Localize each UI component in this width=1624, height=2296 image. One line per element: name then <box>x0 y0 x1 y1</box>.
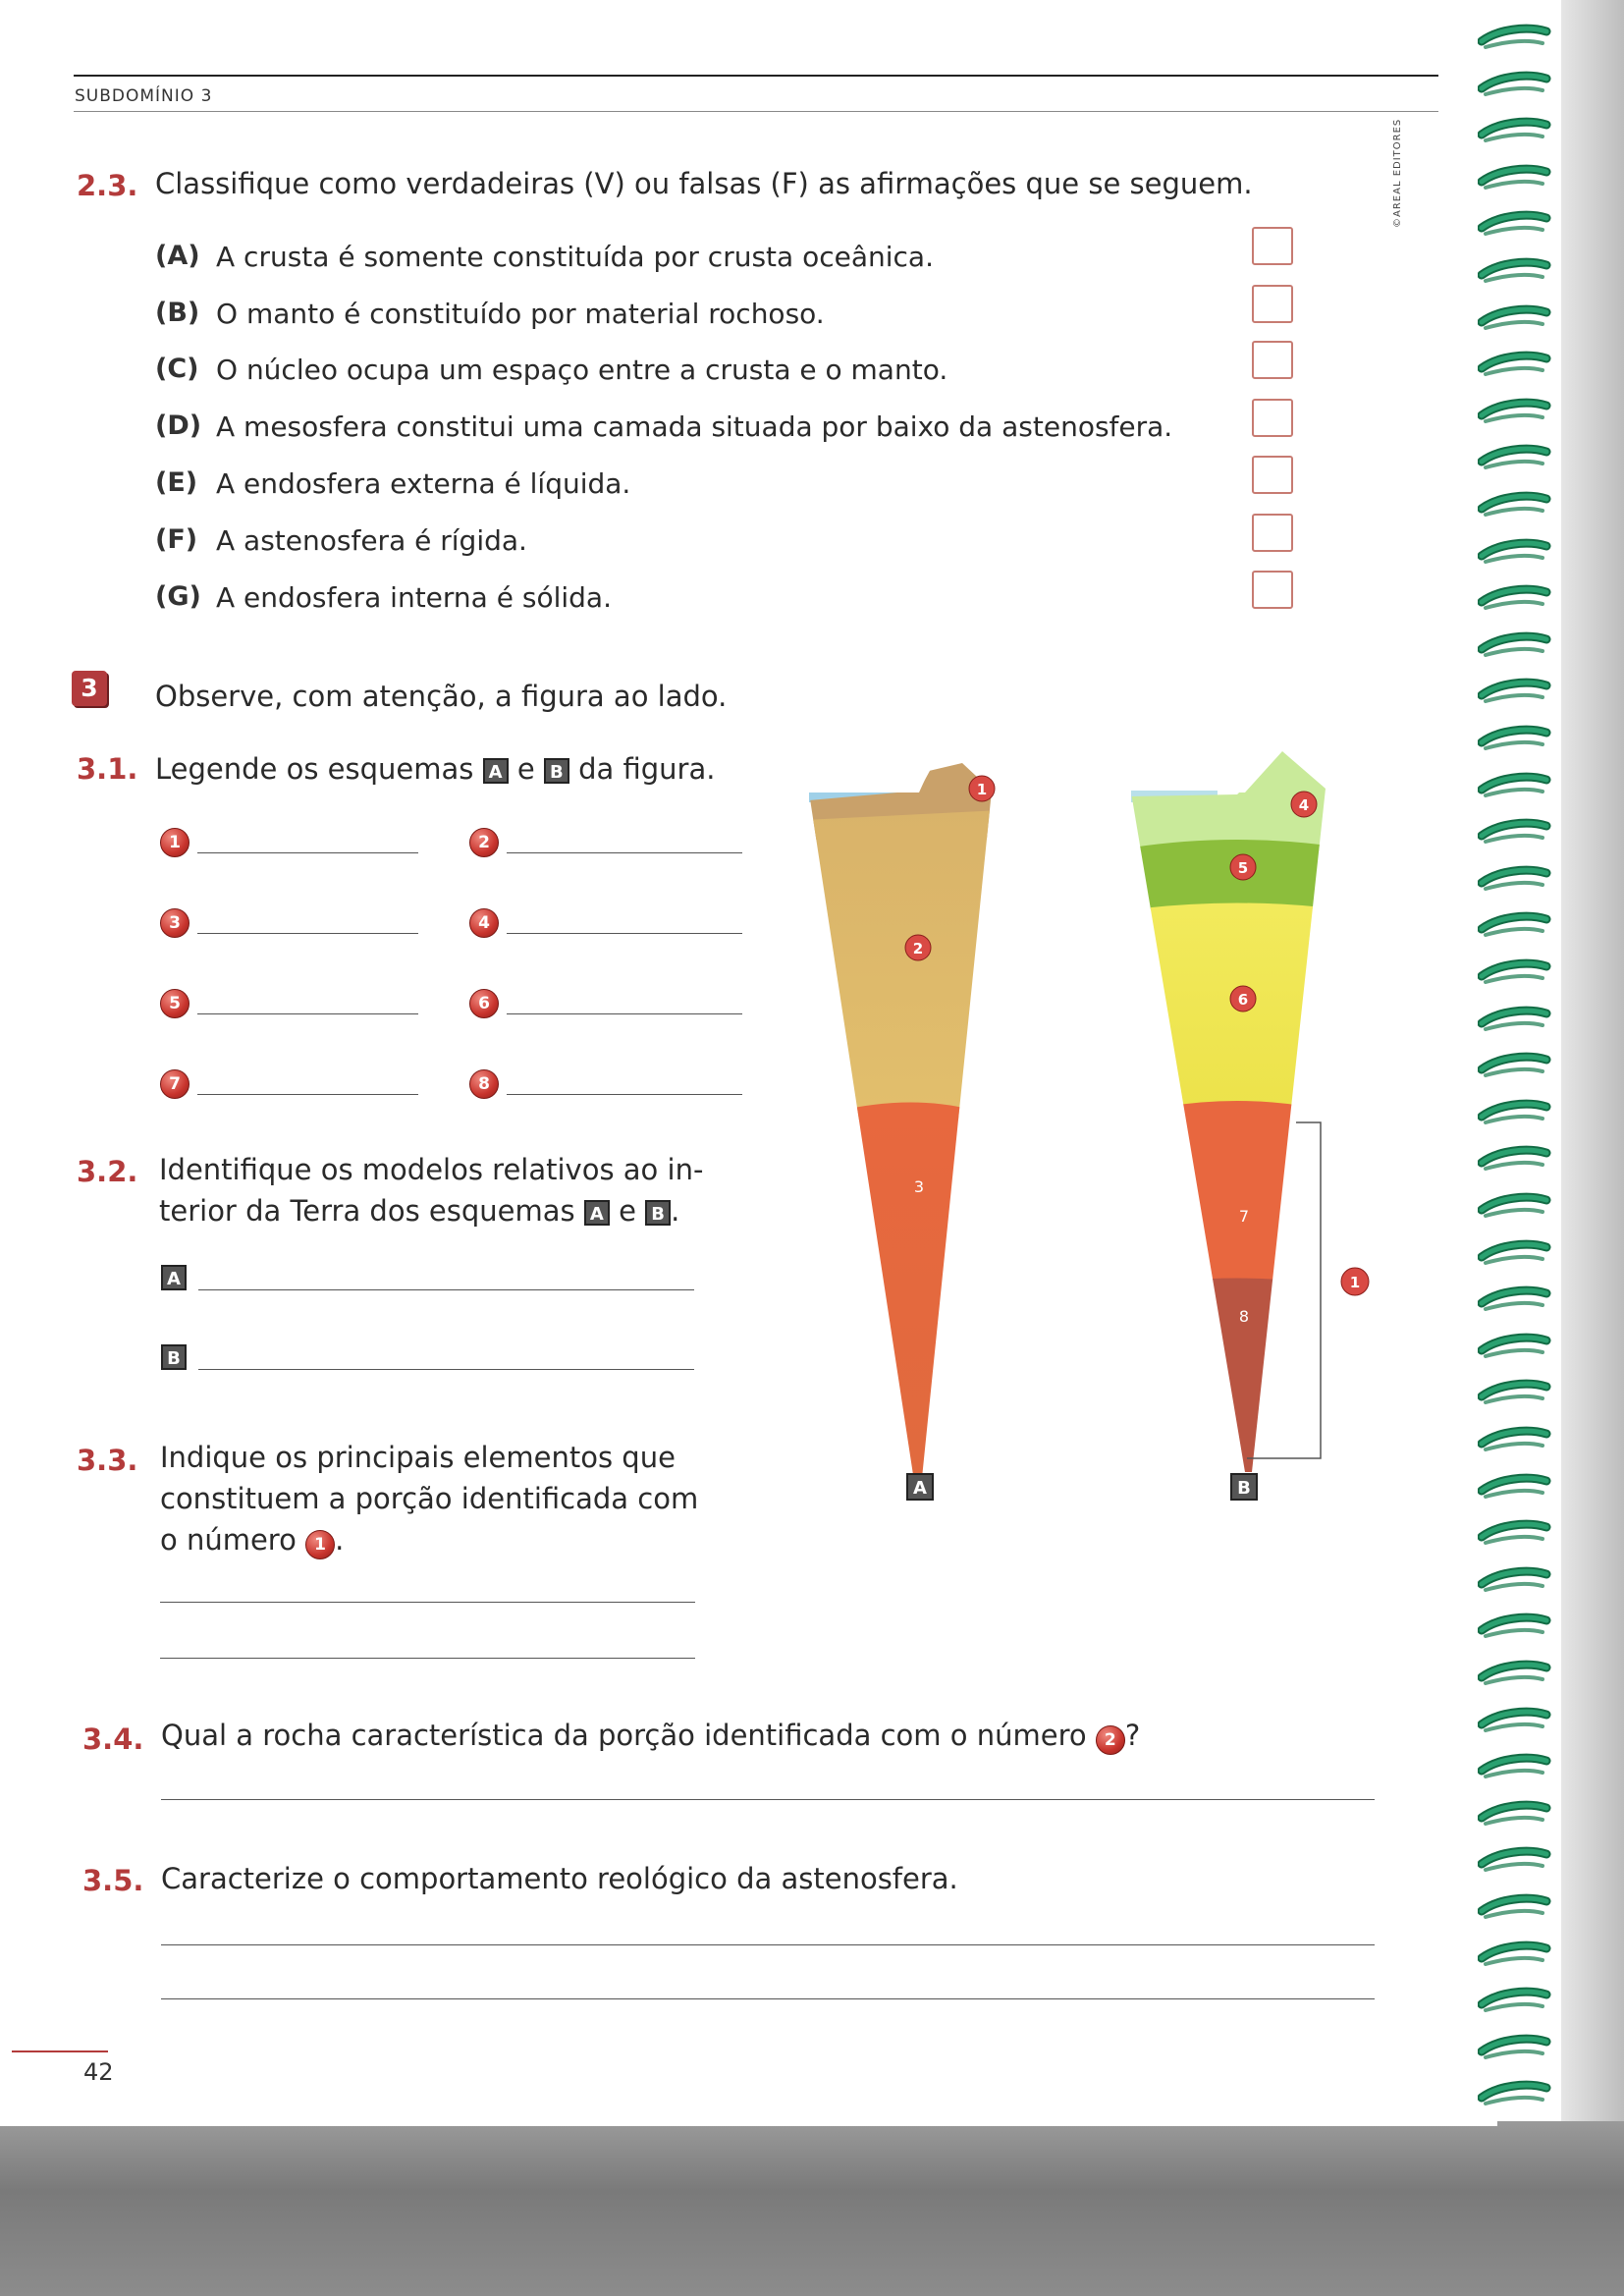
spiral-coil <box>1478 69 1552 96</box>
spiral-coil <box>1478 1891 1552 1919</box>
spiral-coil <box>1478 909 1552 937</box>
option-letter: (C) <box>155 354 199 384</box>
model-b-layer-6 <box>1119 903 1355 1120</box>
legend-number-icon: 7 <box>160 1069 189 1099</box>
earth-layers-figure <box>805 741 1375 1507</box>
spiral-coil <box>1478 22 1552 49</box>
scan-background-bottom <box>0 2121 1624 2296</box>
page-number-rule <box>12 2050 108 2052</box>
spiral-coil <box>1478 629 1552 657</box>
section-header: SUBDOMÍNIO 3 <box>75 86 213 106</box>
option-text: O manto é constituído por material rochoso. <box>216 298 825 330</box>
legend-answer-line[interactable] <box>197 933 418 934</box>
q34-text: Qual a rocha característica da porção identificada com o número <box>161 1719 1087 1752</box>
marker-b-5-label: 5 <box>1237 859 1249 877</box>
section-3-intro: Observe, com atenção, a figura ao lado. <box>155 680 728 713</box>
question-number-3-2: 3.2. <box>77 1155 138 1188</box>
spiral-coil <box>1478 115 1552 142</box>
question-number-3-1: 3.1. <box>77 752 138 786</box>
question-number-3-3: 3.3. <box>77 1444 138 1477</box>
answer-line-3-5-a[interactable] <box>161 1944 1375 1945</box>
marker-b-6-label: 6 <box>1237 991 1249 1009</box>
answer-a-badge: A <box>161 1265 187 1290</box>
answer-line-3-5-b[interactable] <box>161 1998 1375 1999</box>
spiral-coil <box>1478 1004 1552 1031</box>
answer-line-model-b[interactable] <box>198 1369 694 1370</box>
answer-checkbox[interactable] <box>1252 399 1293 437</box>
legend-number-icon: 4 <box>469 908 499 938</box>
badge-b-icon: B <box>544 758 569 784</box>
spiral-coil <box>1478 1985 1552 2012</box>
model-b-layer-8 <box>1119 1279 1355 1508</box>
marker-b-4-label: 4 <box>1298 796 1310 814</box>
spiral-coil <box>1478 1798 1552 1826</box>
option-text: A endosfera interna é sólida. <box>216 581 612 614</box>
badge-a-icon: A <box>584 1200 610 1226</box>
legend-number-icon: 3 <box>160 908 189 938</box>
spiral-coil <box>1478 1471 1552 1499</box>
spiral-coil <box>1478 1844 1552 1872</box>
q32-end: . <box>671 1194 680 1228</box>
legend-answer-line[interactable] <box>197 1013 418 1014</box>
answer-checkbox[interactable] <box>1252 571 1293 609</box>
answer-checkbox[interactable] <box>1252 456 1293 494</box>
number-2-icon: 2 <box>1096 1725 1125 1755</box>
q33-line3: o número <box>160 1523 297 1557</box>
answer-checkbox[interactable] <box>1252 285 1293 323</box>
header-rule-top <box>74 75 1438 77</box>
q31-text-before: Legende os esquemas <box>155 752 474 786</box>
marker-a-1-label: 1 <box>976 781 988 798</box>
spiral-coil <box>1478 2078 1552 2105</box>
spiral-coil <box>1478 2032 1552 2059</box>
spiral-coil <box>1478 1190 1552 1218</box>
model-a-label: A <box>913 1478 927 1499</box>
option-letter: (E) <box>155 467 198 498</box>
legend-number-icon: 8 <box>469 1069 499 1099</box>
model-b-label: B <box>1237 1478 1251 1499</box>
number-1-icon: 1 <box>305 1530 335 1559</box>
spiral-coil <box>1478 1564 1552 1592</box>
spiral-coil <box>1478 162 1552 190</box>
spiral-coil <box>1478 1097 1552 1124</box>
option-text: A endosfera externa é líquida. <box>216 467 631 500</box>
section-3-badge: 3 <box>72 671 107 706</box>
question-number-3-4: 3.4. <box>82 1722 144 1756</box>
legend-answer-line[interactable] <box>197 1094 418 1095</box>
spiral-coil <box>1478 1705 1552 1732</box>
copyright-notice: ©AREAL EDITORES <box>1392 118 1403 228</box>
spiral-coil <box>1478 1517 1552 1545</box>
model-labels <box>907 1474 1257 1500</box>
marker-b-7-label: 7 <box>1238 1207 1250 1226</box>
answer-line-3-3-a[interactable] <box>160 1602 695 1603</box>
legend-number-icon: 6 <box>469 989 499 1018</box>
spiral-coil <box>1478 396 1552 423</box>
q33-end: . <box>335 1523 345 1557</box>
model-a-cone <box>805 761 1001 1498</box>
badge-b-icon: B <box>645 1200 671 1226</box>
spiral-coil <box>1478 442 1552 469</box>
legend-answer-line[interactable] <box>507 1094 742 1095</box>
model-a-layer-2 <box>805 810 1001 1120</box>
q32-line2: terior da Terra dos esquemas <box>159 1194 575 1228</box>
answer-checkbox[interactable] <box>1252 341 1293 379</box>
spiral-coil <box>1478 1611 1552 1638</box>
legend-number-icon: 2 <box>469 828 499 857</box>
q31-text-after: da figura. <box>578 752 716 786</box>
question-prompt-3-4 <box>161 1715 1140 1756</box>
spiral-coil <box>1478 770 1552 797</box>
legend-answer-line[interactable] <box>507 852 742 853</box>
question-prompt-3-3 <box>160 1437 698 1560</box>
q31-conj: e <box>516 752 535 786</box>
spiral-coil <box>1478 489 1552 517</box>
page-number: 42 <box>83 2058 114 2086</box>
spiral-coil <box>1478 863 1552 891</box>
spiral-coil <box>1478 1284 1552 1311</box>
option-text: A mesosfera constitui uma camada situada por baixo da astenosfera. <box>216 410 1173 443</box>
spiral-coil <box>1478 349 1552 376</box>
option-letter: (A) <box>155 241 200 271</box>
spiral-coil <box>1478 1939 1552 1966</box>
q33-line3-wrap <box>160 1519 698 1560</box>
marker-bracket-1-label: 1 <box>1349 1274 1361 1291</box>
answer-line-model-a[interactable] <box>198 1289 694 1290</box>
model-a-layer-3 <box>805 1103 1001 1499</box>
spiral-coil <box>1478 1143 1552 1171</box>
option-letter: (F) <box>155 524 198 555</box>
spiral-coil <box>1478 1237 1552 1265</box>
question-prompt-3-1 <box>155 748 715 790</box>
question-prompt-3-2 <box>159 1149 703 1231</box>
answer-checkbox[interactable] <box>1252 514 1293 552</box>
marker-a-2-label: 2 <box>912 940 924 957</box>
question-number-2-3: 2.3. <box>77 169 138 202</box>
question-prompt-3-5: Caracterize o comportamento reológico da astenosfera. <box>161 1862 958 1895</box>
legend-number-icon: 5 <box>160 989 189 1018</box>
spiral-coil <box>1478 1658 1552 1685</box>
answer-line-3-4[interactable] <box>161 1799 1375 1800</box>
q33-line1: Indique os principais elementos que <box>160 1441 676 1474</box>
q32-conj: e <box>619 1194 636 1228</box>
answer-checkbox[interactable] <box>1252 227 1293 265</box>
question-number-3-5: 3.5. <box>82 1864 144 1897</box>
spiral-coil <box>1478 208 1552 236</box>
q32-line2-wrap <box>159 1190 703 1231</box>
q34-end: ? <box>1124 1719 1141 1752</box>
spiral-coil <box>1478 723 1552 750</box>
legend-answer-line[interactable] <box>507 933 742 934</box>
option-letter: (D) <box>155 410 202 441</box>
model-b-layer-7 <box>1119 1101 1355 1291</box>
badge-a-icon: A <box>483 758 509 784</box>
spiral-coil <box>1478 255 1552 283</box>
option-letter: (B) <box>155 298 200 328</box>
question-prompt-2-3: Classifique como verdadeiras (V) ou falsas (F) as afirmações que se seguem. <box>155 167 1253 200</box>
legend-answer-line[interactable] <box>507 1013 742 1014</box>
spiral-coil <box>1478 1377 1552 1404</box>
scan-background-right <box>1561 0 1624 2296</box>
option-text: A crusta é somente constituída por crusta oceânica. <box>216 241 934 273</box>
option-text: O núcleo ocupa um espaço entre a crusta e o manto. <box>216 354 948 386</box>
legend-answer-line[interactable] <box>197 852 418 853</box>
header-rule-bottom <box>74 111 1438 112</box>
answer-line-3-3-b[interactable] <box>160 1658 695 1659</box>
spiral-coil <box>1478 676 1552 703</box>
spiral-coil <box>1478 816 1552 844</box>
spiral-coil <box>1478 536 1552 564</box>
spiral-coil <box>1478 1751 1552 1778</box>
answer-b-badge: B <box>161 1344 187 1370</box>
marker-b-8-label: 8 <box>1238 1307 1250 1326</box>
option-letter: (G) <box>155 581 201 612</box>
spiral-coil <box>1478 1331 1552 1358</box>
spiral-coil <box>1478 1050 1552 1077</box>
marker-a-3-label: 3 <box>913 1177 925 1196</box>
option-text: A astenosfera é rígida. <box>216 524 527 557</box>
legend-number-icon: 1 <box>160 828 189 857</box>
spiral-coil <box>1478 582 1552 610</box>
q33-line2: constituem a porção identificada com <box>160 1482 699 1515</box>
spiral-coil <box>1478 957 1552 984</box>
spiral-coil <box>1478 302 1552 330</box>
spiral-coil <box>1478 1424 1552 1451</box>
q32-line1: Identifique os modelos relativos ao in- <box>159 1153 704 1186</box>
